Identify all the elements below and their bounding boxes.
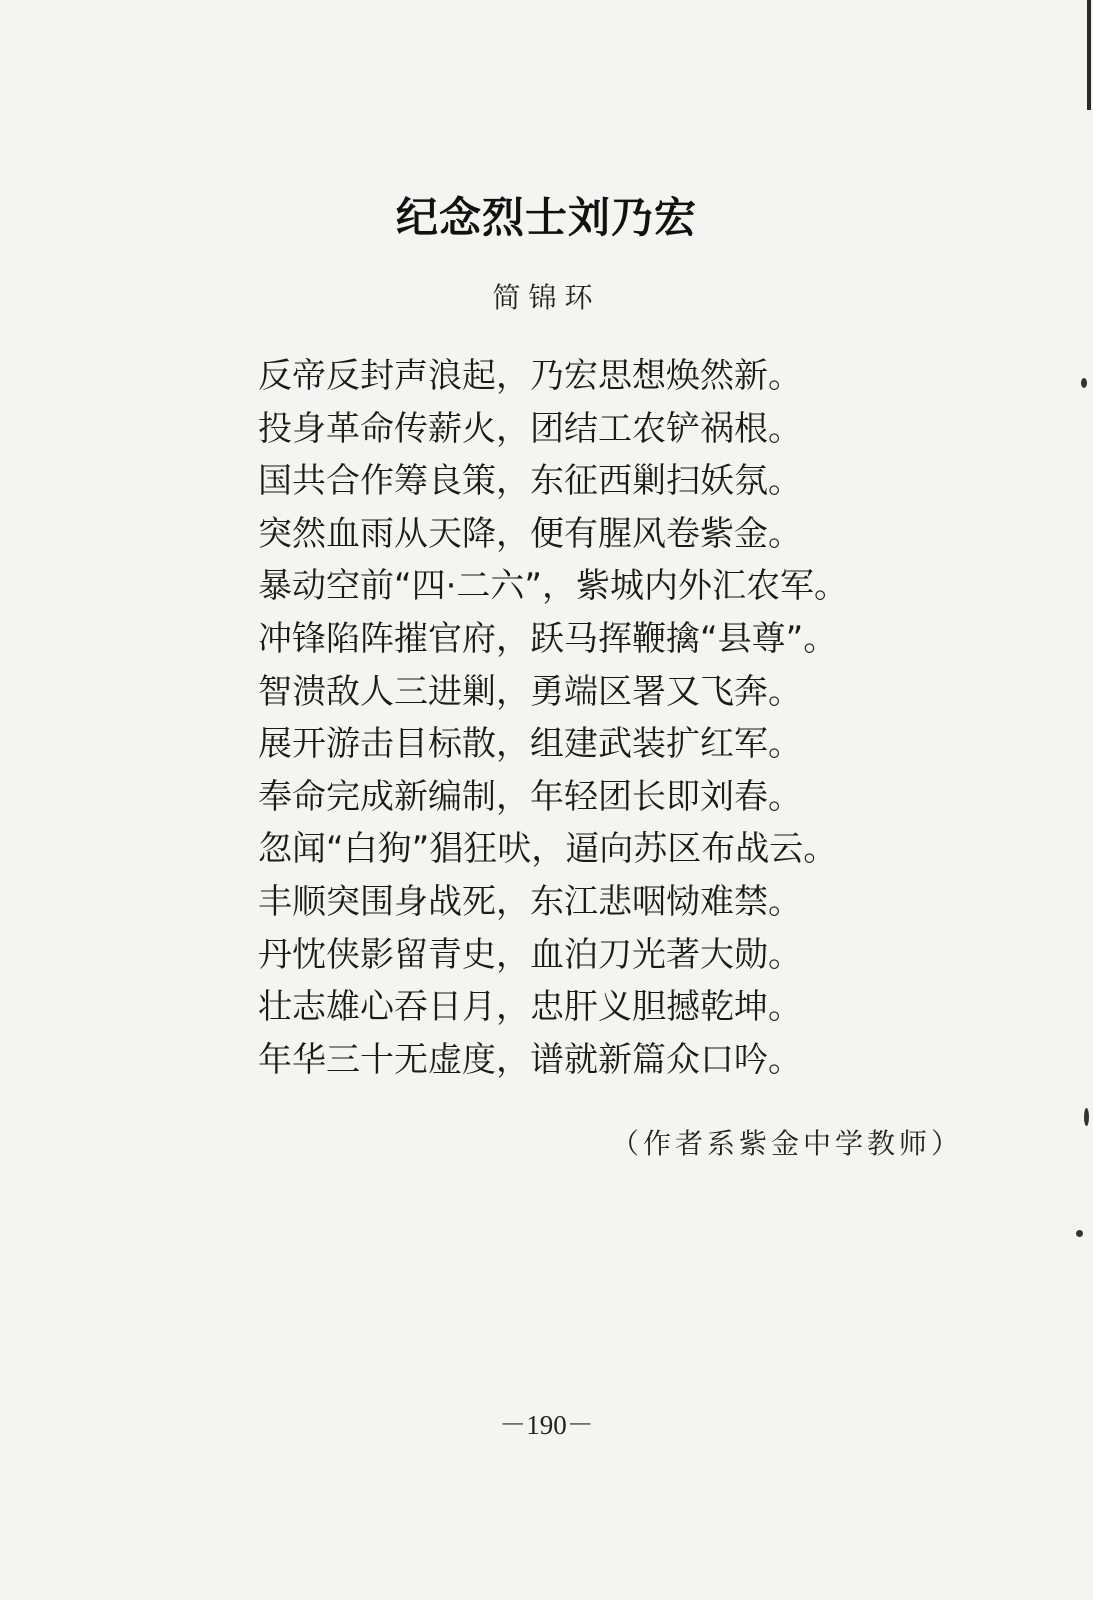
page-number: －190－ <box>499 1410 594 1440</box>
poem-line: 丰顺突围身战死，东江悲咽恸难禁。 <box>258 881 802 922</box>
poem-line: 投身革命传薪火，团结工农铲祸根。 <box>258 408 802 449</box>
scan-edge-artifact <box>1087 0 1091 110</box>
poem-body <box>258 350 978 1086</box>
poem-line: 丹忱侠影留青史，血泊刀光著大勋。 <box>258 934 802 975</box>
poem-line: 国共合作筹良策，东征西剿扫妖氛。 <box>258 461 802 502</box>
poem-line: 冲锋陷阵摧官府，跃马挥鞭擒“县尊”。 <box>258 618 838 659</box>
scan-speck <box>1084 1108 1089 1126</box>
poem-line: 反帝反封声浪起，乃宏思想焕然新。 <box>258 356 802 396</box>
poem-line: 奉命完成新编制，年轻团长即刘春。 <box>258 776 802 817</box>
poem-line: 暴动空前“四·二六”，紫城内外汇农军。 <box>258 566 849 607</box>
scan-speck <box>1081 378 1087 388</box>
poem-line: 忽闻“白狗”猖狂吠，逼向苏区布战云。 <box>258 829 838 870</box>
poem-line: 突然血雨从天降，便有腥风卷紫金。 <box>258 513 802 554</box>
scan-speck <box>1076 1230 1083 1237</box>
poem-author: 简锦环 <box>492 281 601 314</box>
poem-line: 年华三十无虚度，谱就新篇众口吟。 <box>258 1039 802 1080</box>
poem-title: 纪念烈士刘乃宏 <box>395 193 697 242</box>
author-note: （作者系紫金中学教师） <box>610 1127 963 1160</box>
poem-line: 展开游击目标散，组建武装扩红军。 <box>258 724 802 765</box>
poem-line: 壮志雄心吞日月，忠肝义胆撼乾坤。 <box>258 987 802 1028</box>
poem-line: 智溃敌人三进剿，勇端区署又飞奔。 <box>258 671 802 712</box>
